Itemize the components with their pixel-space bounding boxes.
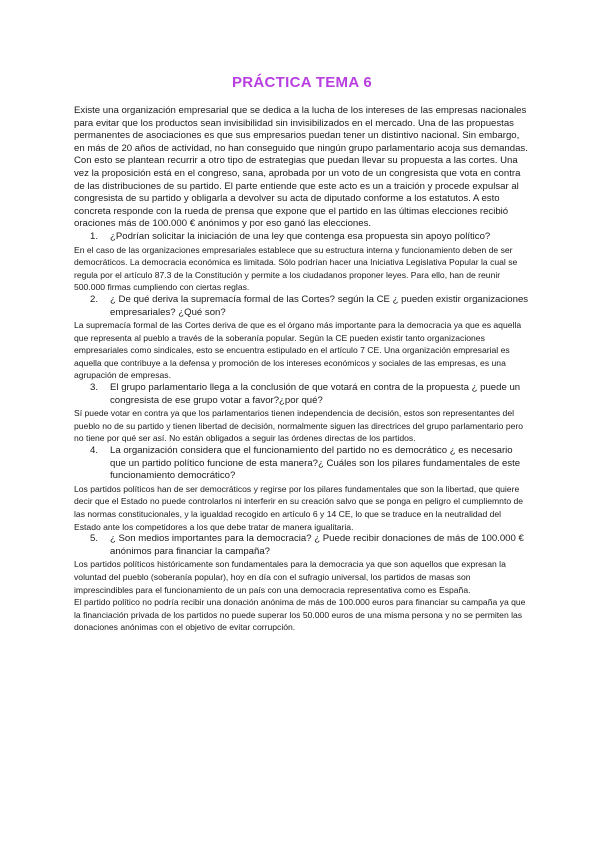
question-text: El grupo parlamentario llega a la conclusión de que votará en contra de la propuesta ¿ puede un congresista de ese grupo votar a favor?¿por qué? <box>110 382 521 406</box>
question-3 <box>74 382 530 407</box>
question-4 <box>74 445 530 483</box>
question-number: 5. <box>90 533 99 545</box>
answer-5-continued: El partido político no podría recibir una donación anónima de más de 100.000 euros para financiar su campaña ya que la financiación privada de los partidos no puede superar los 50.000 euros de una misma persona y no se permiten las donaciones anónimas con el objetivo de evitar corrupción. <box>74 597 526 633</box>
question-number: 1. <box>90 230 99 242</box>
question-1 <box>74 231 530 244</box>
question-number: 2. <box>90 293 99 305</box>
answer-5: Los partidos políticos históricamente son fundamentales para la democracia ya que son aquellos que expresan la voluntad del pueblo (soberanía popular), hoy en día con el sufragio universal, los partidos de masas son imprescindibles para el funcionamiento de un país con una democracia representativa como es España. <box>74 559 506 595</box>
question-5 <box>74 533 530 558</box>
question-text: ¿ Son medios importantes para la democracia? ¿ Puede recibir donaciones de más de 100.000 € anónimos para financiar la campaña? <box>110 533 524 557</box>
question-text: ¿ De qué deriva la supremacía formal de las Cortes? según la CE ¿ pueden existir organizaciones empresariales? ¿Qué son? <box>110 293 529 318</box>
answer-4: Los partidos políticos han de ser democráticos y regirse por los pilares fundamentales que son la libertad, que quiere decir que el Estado no puede controlarlos ni interferir en su creación salvo que se ponga en peligro el cumpliemnto de las normas constitucionales, y la igualdad recogido en artículo 6 y 14 CE, lo que se traduce en la neutralidad del Estado ante los competidores a los que debe tratar de manera igualitaria. <box>74 483 524 532</box>
intro-paragraph: Existe una organización empresarial que se dedica a la lucha de los intereses de las empresas nacionales para evitar que los productos sean invisibilidad sin invisibilizados en el mercado. Una de las propuestas permanentes de asociaciones es que sus empresarios puedan tener un distintivo nacional. Sin embargo, en más de 20 años de actividad, no han conseguido que ningún grupo parlamentario acoja sus demandas. Con esto se plantean recurrir a otro tipo de estrategias que puedan llevar su propuesta a las cortes. Una vez la proposición está en el congreso, sana, aprobada por un voto de un congresista que vota en contra de las distribuciones de su partido. El parte entiende que este acto es un a traición y procede expulsar al congresista de su partido y obligarla a devolver su acta de diputado conforme a los estatutos. A esto concreta responde con la rueda de prensa que expone que el partido en las últimas elecciones recibió oraciones más de 100.000 € anónimos y por eso ganó las elecciones. <box>74 105 528 230</box>
question-text: La organización considera que el funcionamiento del partido no es democrático ¿ es necesario que un partido político funcione de esta manera?¿ Cuáles son los pilares fundamentales de este funcionamiento democrático? <box>110 445 521 482</box>
answer-2: La supremacía formal de las Cortes deriva de que es el órgano más importante para la democracia ya que es aquella que representa al pueblo a través de la soberanía popular. Según la CE pueden existir tanto organizaciones empresariales como sindicales, esto se encuentra estipulado en el artículo 7 CE. Una organización empresarial es aquella que contribuye a la defensa y promoción de los intereses económicos y sociales de las empresas, es una agrupación de empresas. <box>74 320 522 381</box>
question-text: ¿Podrían solicitar la iniciación de una ley que contenga esa propuesta sin apoyo político? <box>110 230 491 242</box>
answer-1: En el caso de las organizaciones empresariales establece que su estructura interna y funcionamiento deben de ser democráticos. La democracia económica es limitada. Sólo podrían hacer una Iniciativa Legislativa Popular la cual se regula por el artículo 87.3 de la Constitución y permite a los ciudadanos proponer leyes. Para ello, han de reunir 500.000 firmas cumpliendo con ciertas reglas. <box>74 244 518 293</box>
page-title: PRÁCTICA TEMA 6 <box>231 74 373 91</box>
answer-3: Sí puede votar en contra ya que los parlamentarios tienen independencia de decisión, estos son representantes del pueblo no de su partido y tienen libertad de decisión, normalmente siguen las directrices del grupo parlamentario pero no tiene por qué ser así. No están obligados a seguir las órdenes directas de los partidos. <box>74 408 524 444</box>
question-number: 4. <box>90 445 99 457</box>
question-2 <box>74 294 530 319</box>
question-number: 3. <box>90 382 99 394</box>
